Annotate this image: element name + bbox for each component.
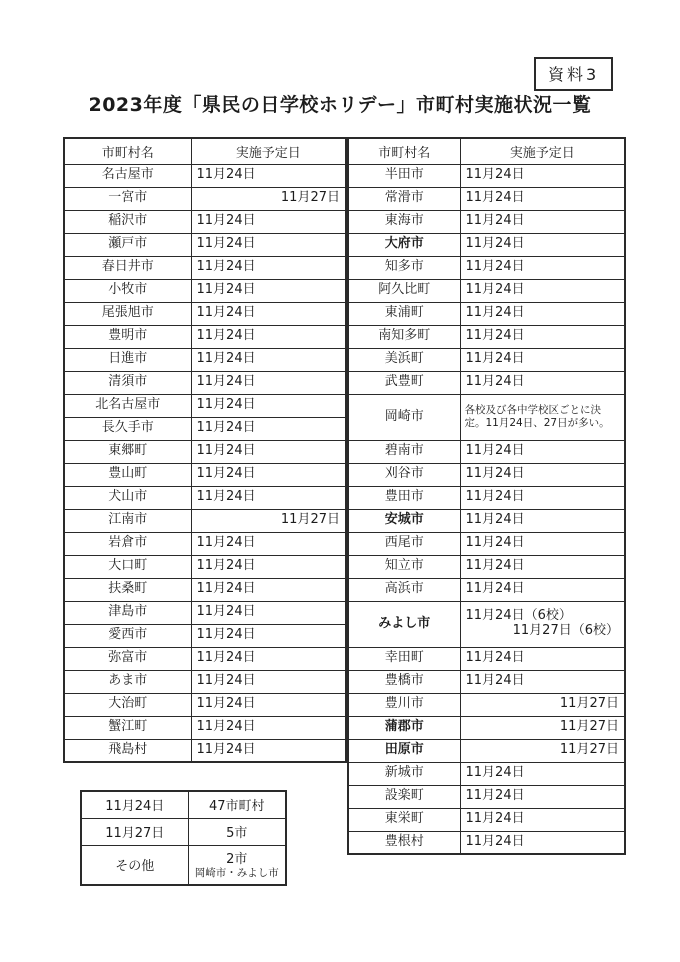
implementation-date-cell — [460, 187, 625, 210]
implementation-date-cell — [191, 532, 346, 555]
table-row — [348, 509, 625, 532]
summary-label-cell: 11月27日 — [81, 818, 188, 845]
implementation-date-cell — [460, 463, 625, 486]
municipality-name-cell: 阿久比町 — [348, 279, 460, 302]
date-text: 11月24日 — [196, 420, 256, 436]
table-row — [64, 256, 346, 279]
municipality-name-cell: 岩倉市 — [64, 532, 191, 555]
municipality-name-cell: 扶桑町 — [64, 578, 191, 601]
municipality-name-cell: 常滑市 — [348, 187, 460, 210]
date-text: 11月24日 — [196, 397, 256, 413]
table-row — [64, 325, 346, 348]
implementation-date-cell — [460, 716, 625, 739]
date-text: 11月24日 — [196, 741, 256, 757]
table-row — [64, 624, 346, 647]
implementation-date-cell — [460, 739, 625, 762]
implementation-date-cell — [460, 302, 625, 325]
date-text: 11月24日 — [465, 558, 525, 574]
implementation-date-cell — [191, 417, 346, 440]
table-row — [64, 601, 346, 624]
document-tag: 資料3 — [534, 57, 613, 91]
summary-table — [80, 790, 287, 886]
implementation-date-cell — [191, 371, 346, 394]
table-row — [348, 210, 625, 233]
implementation-date-cell — [460, 647, 625, 670]
implementation-date-cell: 各校及び各中学校区ごとに決定。11月24日、27日が多い。 — [460, 394, 625, 440]
table-row — [64, 302, 346, 325]
summary-value-text: 5市 — [226, 826, 248, 841]
implementation-date-cell — [191, 164, 346, 187]
implementation-date-cell — [460, 371, 625, 394]
date-text: 11月27日 — [559, 696, 619, 712]
column-header-date: 実施予定日 — [460, 138, 625, 164]
table-row — [348, 647, 625, 670]
implementation-date-cell — [191, 555, 346, 578]
implementation-date-cell — [191, 394, 346, 417]
municipality-name-cell: 安城市 — [348, 509, 460, 532]
date-text: 11月24日 — [465, 259, 525, 275]
date-text: 11月24日 — [196, 282, 256, 298]
date-text: 11月27日 — [280, 190, 340, 206]
date-text: 11月24日 — [465, 535, 525, 551]
municipality-name-cell: 豊山町 — [64, 463, 191, 486]
municipality-name-cell: みよし市 — [348, 601, 460, 647]
summary-value-text: 47市町村 — [208, 799, 265, 815]
table-row — [348, 739, 625, 762]
summary-row — [81, 818, 286, 845]
municipality-name-cell: 岡崎市 — [348, 394, 460, 440]
date-text: 11月24日 — [196, 374, 256, 390]
date-text: 11月24日 — [196, 650, 256, 666]
table-row — [64, 440, 346, 463]
summary-value-text: 2市 — [226, 852, 248, 868]
date-text: 11月24日 — [196, 719, 256, 735]
summary-row — [81, 791, 286, 818]
municipality-name-cell: 北名古屋市 — [64, 394, 191, 417]
date-text: 11月24日 — [465, 650, 525, 666]
implementation-date-cell — [191, 279, 346, 302]
table-row — [64, 233, 346, 256]
municipality-name-cell: 豊田市 — [348, 486, 460, 509]
implementation-date-cell — [460, 509, 625, 532]
implementation-date-cell — [460, 256, 625, 279]
date-text: 11月24日 — [196, 535, 256, 551]
municipality-name-cell: 豊根村 — [348, 831, 460, 854]
municipality-name-cell: 蟹江町 — [64, 716, 191, 739]
summary-value-cell — [188, 845, 286, 885]
date-text: 11月24日 — [196, 236, 256, 252]
table-row — [64, 739, 346, 762]
date-text: 11月24日 — [465, 673, 525, 689]
table-row — [64, 532, 346, 555]
municipality-name-cell: 豊川市 — [348, 693, 460, 716]
left-table — [63, 137, 347, 763]
municipality-name-cell: 美浜町 — [348, 348, 460, 371]
municipality-name-cell: 日進市 — [64, 348, 191, 371]
implementation-date-cell — [460, 555, 625, 578]
table-row — [64, 187, 346, 210]
municipality-name-cell: 愛西市 — [64, 624, 191, 647]
municipality-name-cell: 東栄町 — [348, 808, 460, 831]
implementation-date-cell — [460, 440, 625, 463]
table-row — [348, 762, 625, 785]
date-text: 11月24日 — [465, 328, 525, 344]
table-row — [64, 555, 346, 578]
table-row — [64, 371, 346, 394]
summary-label-cell: その他 — [81, 845, 188, 885]
municipality-name-cell: 春日井市 — [64, 256, 191, 279]
date-text: 11月24日 — [196, 627, 256, 643]
municipality-name-cell: 大府市 — [348, 233, 460, 256]
municipality-name-cell: 新城市 — [348, 762, 460, 785]
implementation-date-cell — [460, 233, 625, 256]
date-text: 11月24日 — [196, 604, 256, 620]
municipality-name-cell: 高浜市 — [348, 578, 460, 601]
date-text: 11月24日 — [196, 328, 256, 344]
date-text: 11月24日 — [196, 443, 256, 459]
summary-note-text: 岡崎市・みよし市 — [194, 867, 279, 880]
municipality-name-cell: 幸田町 — [348, 647, 460, 670]
date-text: 11月24日 — [465, 489, 525, 505]
table-row — [348, 164, 625, 187]
table-row — [64, 279, 346, 302]
municipality-name-cell: 小牧市 — [64, 279, 191, 302]
municipality-name-cell: 田原市 — [348, 739, 460, 762]
date-text: 11月24日 — [196, 673, 256, 689]
date-text-secondary: 11月27日（6校） — [512, 623, 619, 638]
table-row — [348, 233, 625, 256]
implementation-date-cell — [191, 647, 346, 670]
implementation-date-cell — [191, 348, 346, 371]
municipality-name-cell: 弥富市 — [64, 647, 191, 670]
implementation-date-cell — [460, 486, 625, 509]
table-row — [64, 509, 346, 532]
main-tables — [63, 137, 626, 855]
municipality-name-cell: 一宮市 — [64, 187, 191, 210]
table-row — [64, 348, 346, 371]
implementation-date-cell — [191, 716, 346, 739]
implementation-date-cell — [460, 325, 625, 348]
summary-value-cell — [188, 791, 286, 818]
date-text: 11月24日 — [196, 696, 256, 712]
date-text: 11月24日 — [196, 259, 256, 275]
table-row — [64, 417, 346, 440]
date-text: 11月24日 — [465, 213, 525, 229]
table-row — [348, 187, 625, 210]
table-row — [348, 256, 625, 279]
municipality-name-cell: 刈谷市 — [348, 463, 460, 486]
summary-value-cell — [188, 818, 286, 845]
date-text: 11月24日 — [465, 466, 525, 482]
date-text: 11月24日 — [465, 581, 525, 597]
date-text: 11月24日 — [465, 282, 525, 298]
date-text: 11月27日 — [280, 512, 340, 528]
table-row — [64, 716, 346, 739]
header-row — [64, 138, 346, 164]
municipality-name-cell: 豊明市 — [64, 325, 191, 348]
summary-label-cell: 11月24日 — [81, 791, 188, 818]
date-text: 11月24日 — [196, 167, 256, 183]
municipality-name-cell: 豊橋市 — [348, 670, 460, 693]
implementation-date-cell — [191, 693, 346, 716]
table-row — [348, 808, 625, 831]
date-text: 11月24日 — [465, 811, 525, 827]
municipality-name-cell: 尾張旭市 — [64, 302, 191, 325]
implementation-date-cell — [191, 578, 346, 601]
date-text: 11月24日 — [196, 558, 256, 574]
table-row — [348, 601, 625, 647]
date-text: 11月27日 — [559, 742, 619, 758]
date-text: 11月24日 — [465, 374, 525, 390]
municipality-name-cell: 知多市 — [348, 256, 460, 279]
implementation-date-cell — [460, 532, 625, 555]
table-row — [64, 578, 346, 601]
implementation-date-cell — [191, 486, 346, 509]
municipality-name-cell: 江南市 — [64, 509, 191, 532]
implementation-date-cell — [191, 624, 346, 647]
implementation-date-cell — [191, 256, 346, 279]
date-text: 11月24日 — [196, 581, 256, 597]
implementation-date-cell — [191, 302, 346, 325]
implementation-date-cell — [460, 762, 625, 785]
municipality-name-cell: 瀬戸市 — [64, 233, 191, 256]
table-row — [348, 831, 625, 854]
table-row — [64, 693, 346, 716]
implementation-date-cell — [460, 601, 625, 647]
municipality-name-cell: 津島市 — [64, 601, 191, 624]
municipality-name-cell: 飛島村 — [64, 739, 191, 762]
implementation-date-cell — [191, 601, 346, 624]
municipality-name-cell: 南知多町 — [348, 325, 460, 348]
date-text: 11月24日 — [465, 833, 525, 849]
date-text: 11月24日 — [465, 788, 525, 804]
table-row — [348, 279, 625, 302]
municipality-name-cell: 稲沢市 — [64, 210, 191, 233]
date-text: 11月24日（6校） — [465, 608, 572, 624]
table-row — [64, 164, 346, 187]
municipality-name-cell: 半田市 — [348, 164, 460, 187]
implementation-date-cell — [460, 578, 625, 601]
implementation-date-cell — [460, 785, 625, 808]
implementation-date-cell — [191, 509, 346, 532]
municipality-name-cell: 設楽町 — [348, 785, 460, 808]
implementation-date-cell — [191, 670, 346, 693]
table-row — [348, 578, 625, 601]
date-text: 11月27日 — [559, 719, 619, 735]
table-row — [348, 302, 625, 325]
column-header-municipality: 市町村名 — [64, 138, 191, 164]
implementation-date-cell — [460, 210, 625, 233]
implementation-date-cell — [460, 693, 625, 716]
date-text: 11月24日 — [196, 351, 256, 367]
municipality-name-cell: 蒲郡市 — [348, 716, 460, 739]
municipality-name-cell: あま市 — [64, 670, 191, 693]
implementation-date-cell — [460, 348, 625, 371]
implementation-date-cell — [460, 808, 625, 831]
date-text: 11月24日 — [196, 305, 256, 321]
municipality-name-cell: 東郷町 — [64, 440, 191, 463]
municipality-name-cell: 長久手市 — [64, 417, 191, 440]
table-row — [348, 348, 625, 371]
table-row — [64, 647, 346, 670]
table-row — [64, 210, 346, 233]
date-text: 11月24日 — [465, 167, 525, 183]
date-text: 11月24日 — [196, 466, 256, 482]
table-row — [348, 325, 625, 348]
implementation-date-cell — [191, 187, 346, 210]
municipality-name-cell: 名古屋市 — [64, 164, 191, 187]
municipality-name-cell: 碧南市 — [348, 440, 460, 463]
municipality-name-cell: 知立市 — [348, 555, 460, 578]
table-row — [64, 486, 346, 509]
table-row — [64, 670, 346, 693]
implementation-date-cell — [191, 325, 346, 348]
municipality-name-cell: 西尾市 — [348, 532, 460, 555]
implementation-date-cell — [460, 831, 625, 854]
date-text: 11月24日 — [465, 443, 525, 459]
column-header-date: 実施予定日 — [191, 138, 346, 164]
implementation-date-cell — [460, 279, 625, 302]
implementation-date-cell — [191, 463, 346, 486]
table-row — [348, 670, 625, 693]
municipality-name-cell: 東海市 — [348, 210, 460, 233]
date-text: 11月24日 — [465, 305, 525, 321]
date-text: 11月24日 — [196, 213, 256, 229]
table-row — [348, 532, 625, 555]
table-row — [348, 555, 625, 578]
implementation-date-cell — [191, 233, 346, 256]
date-text: 11月24日 — [465, 190, 525, 206]
summary-row — [81, 845, 286, 885]
date-text: 11月24日 — [465, 512, 525, 528]
table-row — [64, 463, 346, 486]
implementation-date-cell — [460, 164, 625, 187]
date-text: 11月24日 — [465, 236, 525, 252]
date-text: 11月24日 — [196, 489, 256, 505]
page-title: 2023年度「県民の日学校ホリデー」市町村実施状況一覧 — [88, 94, 592, 116]
header-row — [348, 138, 625, 164]
table-row — [348, 486, 625, 509]
municipality-name-cell: 大治町 — [64, 693, 191, 716]
table-row — [348, 785, 625, 808]
table-row — [348, 440, 625, 463]
table-row — [348, 693, 625, 716]
implementation-date-cell — [191, 210, 346, 233]
municipality-name-cell: 清須市 — [64, 371, 191, 394]
table-row — [348, 716, 625, 739]
municipality-name-cell: 東浦町 — [348, 302, 460, 325]
table-row — [348, 394, 625, 440]
column-header-municipality: 市町村名 — [348, 138, 460, 164]
table-row — [348, 371, 625, 394]
right-table — [347, 137, 626, 855]
implementation-date-cell — [191, 739, 346, 762]
municipality-name-cell: 武豊町 — [348, 371, 460, 394]
table-row — [348, 463, 625, 486]
municipality-name-cell: 犬山市 — [64, 486, 191, 509]
implementation-date-cell — [191, 440, 346, 463]
date-text: 11月24日 — [465, 765, 525, 781]
municipality-name-cell: 大口町 — [64, 555, 191, 578]
table-row — [64, 394, 346, 417]
implementation-date-cell — [460, 670, 625, 693]
date-text: 11月24日 — [465, 351, 525, 367]
